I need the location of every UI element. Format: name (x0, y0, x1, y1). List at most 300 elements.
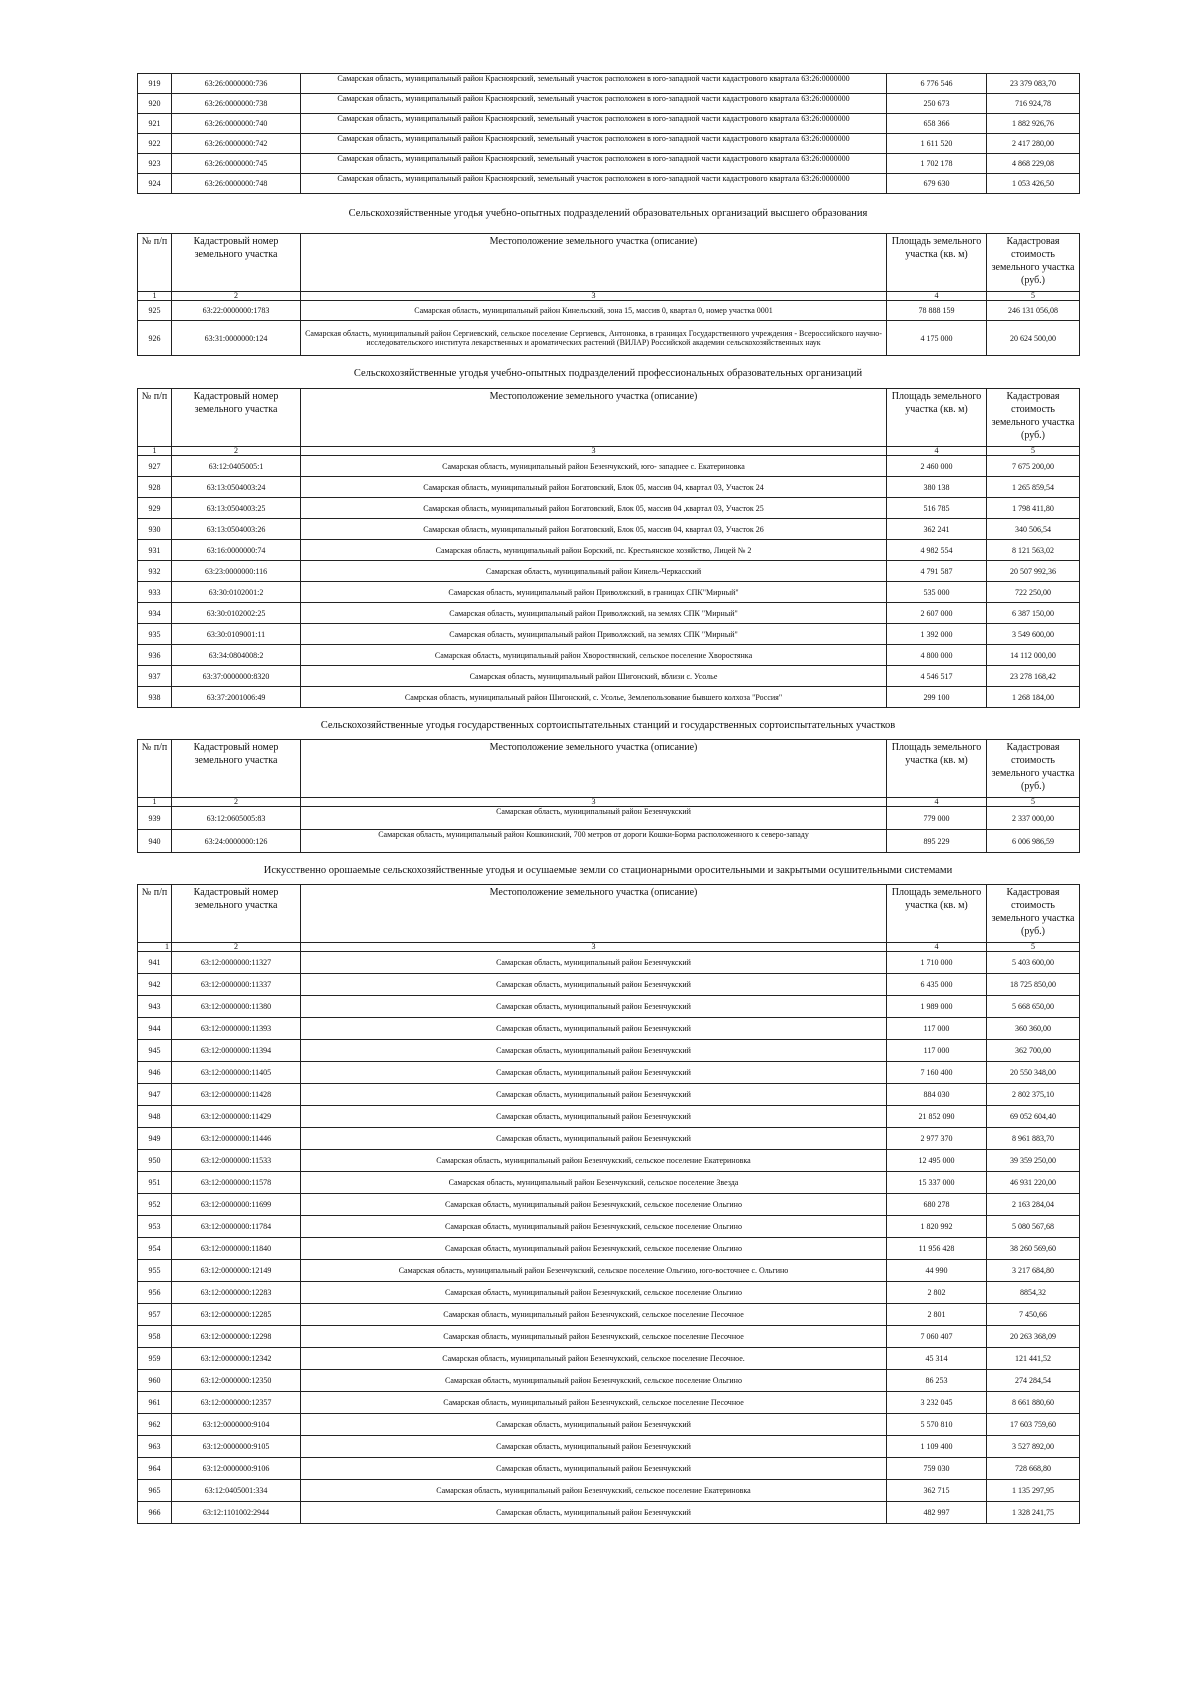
table-row (138, 1040, 1080, 1062)
location-description: Самарская область, муниципальный район Безенчукский, сельское поселение Песочное. (301, 1348, 887, 1370)
row-number: 953 (138, 1216, 172, 1238)
location-description: Самарская область, муниципальный район Безенчукский (301, 807, 887, 830)
row-number: 925 (138, 301, 172, 321)
row-number: 920 (138, 94, 172, 114)
row-number: 951 (138, 1172, 172, 1194)
col-header-cadastral: Кадастровый номер земельного участка (172, 234, 301, 292)
cadastral-number: 63:12:0000000:11699 (172, 1194, 301, 1216)
cadastral-value: 2 802 375,10 (987, 1084, 1080, 1106)
header-row (138, 234, 1080, 292)
row-number: 959 (138, 1348, 172, 1370)
area-value: 6 776 546 (887, 74, 987, 94)
table-row (138, 624, 1080, 645)
location-description: Самарская область, муниципальный район Безенчукский, сельское поселение Ольгино (301, 1194, 887, 1216)
cadastral-value: 360 360,00 (987, 1018, 1080, 1040)
cadastral-value: 722 250,00 (987, 582, 1080, 603)
col-number: 1 (138, 798, 172, 807)
col-header-cadastral: Кадастровый номер земельного участка (172, 885, 301, 943)
col-header-num: № п/п (138, 234, 172, 292)
cadastral-number: 63:13:0504003:25 (172, 498, 301, 519)
col-number: 2 (172, 943, 301, 952)
cadastral-value: 8 121 563,02 (987, 540, 1080, 561)
cadastral-number: 63:12:0000000:12357 (172, 1392, 301, 1414)
area-value: 658 366 (887, 114, 987, 134)
location-description: Самарская область, муниципальный район Безенчукский, сельское поселение Ольгино (301, 1282, 887, 1304)
cadastral-value: 17 603 759,60 (987, 1414, 1080, 1436)
cadastral-number: 63:12:1101002:2944 (172, 1502, 301, 1524)
col-number: 3 (301, 292, 887, 301)
area-value: 1 820 992 (887, 1216, 987, 1238)
location-description: Самарская область, муниципальный район Кошкинский, 700 метров от дороги Кошки-Борма расположенного к северо-западу (301, 830, 887, 853)
location-description: Самарская область, муниципальный район Кинель-Черкасский (301, 561, 887, 582)
row-number: 942 (138, 974, 172, 996)
row-number: 956 (138, 1282, 172, 1304)
row-number: 949 (138, 1128, 172, 1150)
row-number: 947 (138, 1084, 172, 1106)
cadastral-number: 63:12:0605005:83 (172, 807, 301, 830)
table-row (138, 1150, 1080, 1172)
location-description: Самарская область, муниципальный район Безенчукский, сельское поселение Звезда (301, 1172, 887, 1194)
table-body (138, 456, 1080, 708)
cadastral-value: 8 661 880,60 (987, 1392, 1080, 1414)
cadastral-number: 63:26:0000000:738 (172, 94, 301, 114)
table-row (138, 154, 1080, 174)
location-description: Самарская область, муниципальный район Безенчукский (301, 1436, 887, 1458)
location-description: Самарская область, муниципальный район Безенчукский (301, 1128, 887, 1150)
location-description: Самарская область, муниципальный район Безенчукский (301, 1062, 887, 1084)
table-row (138, 996, 1080, 1018)
table-row (138, 1216, 1080, 1238)
table-row (138, 666, 1080, 687)
table-row (138, 456, 1080, 477)
table-row (138, 94, 1080, 114)
row-number: 954 (138, 1238, 172, 1260)
area-value: 21 852 090 (887, 1106, 987, 1128)
table-row (138, 301, 1080, 321)
row-number: 922 (138, 134, 172, 154)
header-row (138, 740, 1080, 798)
cadastral-number: 63:37:2001006:49 (172, 687, 301, 708)
col-number: 1 (138, 943, 172, 952)
col-header-location: Местоположение земельного участка (описание) (301, 234, 887, 292)
column-number-row (138, 943, 1080, 952)
section-title: Сельскохозяйственные угодья учебно-опытных подразделений образовательных организаций высшего образования (348, 208, 868, 219)
cadastral-number: 63:12:0000000:12149 (172, 1260, 301, 1282)
cadastral-number: 63:12:0000000:11393 (172, 1018, 301, 1040)
cadastral-number: 63:12:0405001:334 (172, 1480, 301, 1502)
cadastral-value: 1 265 859,54 (987, 477, 1080, 498)
cadastral-value: 2 417 280,00 (987, 134, 1080, 154)
col-number: 1 (138, 292, 172, 301)
table-row (138, 1128, 1080, 1150)
location-description: Самарская область, муниципальный район Приволжский, на землях СПК "Мирный" (301, 603, 887, 624)
area-value: 779 000 (887, 807, 987, 830)
row-number: 964 (138, 1458, 172, 1480)
col-number: 5 (987, 447, 1080, 456)
area-value: 535 000 (887, 582, 987, 603)
area-value: 1 392 000 (887, 624, 987, 645)
cadastral-number: 63:12:0405005:1 (172, 456, 301, 477)
table-row (138, 603, 1080, 624)
row-number: 941 (138, 952, 172, 974)
col-number: 3 (301, 943, 887, 952)
cadastral-number: 63:12:0000000:11405 (172, 1062, 301, 1084)
location-description: Самарская область, муниципальный район Безенчукский, сельское поселение Ольгино (301, 1238, 887, 1260)
cadastral-number: 63:31:0000000:124 (172, 321, 301, 356)
row-number: 927 (138, 456, 172, 477)
location-description: Самарская область, муниципальный район Богатовский, Блок 05, массив 04, квартал 03, Участок 24 (301, 477, 887, 498)
area-value: 1 611 520 (887, 134, 987, 154)
area-value: 7 060 407 (887, 1326, 987, 1348)
area-value: 78 888 159 (887, 301, 987, 321)
cadastral-value: 8854,32 (987, 1282, 1080, 1304)
location-description: Самарская область, муниципальный район Безенчукский, сельское поселение Песочное (301, 1392, 887, 1414)
land-table-section-1 (137, 233, 1080, 356)
row-number: 923 (138, 154, 172, 174)
col-header-area: Площадь земельного участка (кв. м) (887, 234, 987, 292)
row-number: 940 (138, 830, 172, 853)
row-number: 950 (138, 1150, 172, 1172)
location-description: Самарская область, муниципальный район Безенчукский, юго- западнее с. Екатериновка (301, 456, 887, 477)
col-number: 3 (301, 447, 887, 456)
table-row (138, 974, 1080, 996)
cadastral-value: 69 052 604,40 (987, 1106, 1080, 1128)
table-row (138, 1436, 1080, 1458)
row-number: 926 (138, 321, 172, 356)
row-number: 936 (138, 645, 172, 666)
location-description: Самарская область, муниципальный район Приволжский, в границах СПК"Мирный" (301, 582, 887, 603)
cadastral-number: 63:12:0000000:9106 (172, 1458, 301, 1480)
col-number: 2 (172, 798, 301, 807)
col-header-cadastral: Кадастровый номер земельного участка (172, 740, 301, 798)
col-header-location: Местоположение земельного участка (описание) (301, 740, 887, 798)
area-value: 1 109 400 (887, 1436, 987, 1458)
area-value: 117 000 (887, 1040, 987, 1062)
col-header-area: Площадь земельного участка (кв. м) (887, 389, 987, 447)
table-row (138, 830, 1080, 853)
row-number: 955 (138, 1260, 172, 1282)
cadastral-value: 6 006 986,59 (987, 830, 1080, 853)
area-value: 2 977 370 (887, 1128, 987, 1150)
cadastral-number: 63:30:0102002:25 (172, 603, 301, 624)
cadastral-value: 362 700,00 (987, 1040, 1080, 1062)
area-value: 6 435 000 (887, 974, 987, 996)
cadastral-value: 1 328 241,75 (987, 1502, 1080, 1524)
row-number: 938 (138, 687, 172, 708)
column-number-row (138, 292, 1080, 301)
location-description: Самрская область, муниципальный район Шигонский, с. Усолье, Землепользование бывшего колхоза "Россия" (301, 687, 887, 708)
land-table-section-3 (137, 739, 1080, 853)
area-value: 4 982 554 (887, 540, 987, 561)
cadastral-value: 728 668,80 (987, 1458, 1080, 1480)
table-row (138, 1458, 1080, 1480)
row-number: 930 (138, 519, 172, 540)
table-body (138, 807, 1080, 853)
cadastral-number: 63:13:0504003:24 (172, 477, 301, 498)
table-row (138, 1238, 1080, 1260)
section-title: Сельскохозяйственные угодья учебно-опытных подразделений профессиональных образовательных организаций (353, 368, 863, 379)
table-body (138, 74, 1080, 194)
cadastral-number: 63:12:0000000:12283 (172, 1282, 301, 1304)
area-value: 362 241 (887, 519, 987, 540)
cadastral-number: 63:30:0102001:2 (172, 582, 301, 603)
cadastral-value: 1 882 926,76 (987, 114, 1080, 134)
location-description: Самарская область, муниципальный район Кинельский, зона 15, массив 0, квартал 0, номер участка 0001 (301, 301, 887, 321)
location-description: Самарская область, муниципальный район Красноярский, земельный участок расположен в юго-западной части кадастрового квартала 63:26:0000000 (301, 134, 887, 154)
col-number: 5 (987, 798, 1080, 807)
location-description: Самарская область, муниципальный район Безенчукский, сельское поселение Песочное (301, 1326, 887, 1348)
cadastral-value: 3 527 892,00 (987, 1436, 1080, 1458)
location-description: Самарская область, муниципальный район Безенчукский, сельское поселение Ольгино (301, 1370, 887, 1392)
col-header-value: Кадастровая стоимость земельного участка (руб.) (987, 885, 1080, 943)
table-row (138, 1194, 1080, 1216)
cadastral-value: 2 337 000,00 (987, 807, 1080, 830)
area-value: 5 570 810 (887, 1414, 987, 1436)
area-value: 117 000 (887, 1018, 987, 1040)
cadastral-number: 63:37:0000000:8320 (172, 666, 301, 687)
cadastral-number: 63:12:0000000:11394 (172, 1040, 301, 1062)
area-value: 4 546 517 (887, 666, 987, 687)
cadastral-value: 246 131 056,08 (987, 301, 1080, 321)
row-number: 937 (138, 666, 172, 687)
col-header-value: Кадастровая стоимость земельного участка (руб.) (987, 389, 1080, 447)
location-description: Самарская область, муниципальный район Безенчукский (301, 1414, 887, 1436)
location-description: Самарская область, муниципальный район Безенчукский, сельское поселение Ольгино (301, 1216, 887, 1238)
table-row (138, 519, 1080, 540)
area-value: 299 100 (887, 687, 987, 708)
land-table-continued (137, 73, 1080, 194)
table-row (138, 1062, 1080, 1084)
cadastral-number: 63:12:0000000:11578 (172, 1172, 301, 1194)
cadastral-value: 5 668 650,00 (987, 996, 1080, 1018)
row-number: 934 (138, 603, 172, 624)
col-header-location: Местоположение земельного участка (описание) (301, 389, 887, 447)
location-description: Самарская область, муниципальный район Красноярский, земельный участок расположен в юго-западной части кадастрового квартала 63:26:0000000 (301, 174, 887, 194)
col-number: 4 (887, 447, 987, 456)
location-description: Самарская область, муниципальный район Безенчукский (301, 1502, 887, 1524)
col-number: 4 (887, 292, 987, 301)
cadastral-number: 63:12:0000000:12285 (172, 1304, 301, 1326)
row-number: 963 (138, 1436, 172, 1458)
cadastral-number: 63:30:0109001:11 (172, 624, 301, 645)
cadastral-number: 63:12:0000000:11784 (172, 1216, 301, 1238)
row-number: 962 (138, 1414, 172, 1436)
location-description: Самарская область, муниципальный район Безенчукский (301, 1084, 887, 1106)
table-row (138, 582, 1080, 603)
row-number: 946 (138, 1062, 172, 1084)
table-row (138, 1326, 1080, 1348)
table-row (138, 1502, 1080, 1524)
section-title: Искусственно орошаемые сельскохозяйственные угодья и осушаемые земли со стационарными оросительными и закрытыми осушительными системами (263, 865, 953, 876)
row-number: 948 (138, 1106, 172, 1128)
cadastral-number: 63:12:0000000:12298 (172, 1326, 301, 1348)
col-number: 2 (172, 292, 301, 301)
area-value: 4 800 000 (887, 645, 987, 666)
col-header-location: Местоположение земельного участка (описание) (301, 885, 887, 943)
area-value: 516 785 (887, 498, 987, 519)
cadastral-number: 63:12:0000000:11327 (172, 952, 301, 974)
area-value: 2 802 (887, 1282, 987, 1304)
location-description: Самарская область, муниципальный район Шигонский, вблизи с. Усолье (301, 666, 887, 687)
location-description: Самарская область, муниципальный район Безенчукский (301, 974, 887, 996)
row-number: 960 (138, 1370, 172, 1392)
table-row (138, 807, 1080, 830)
area-value: 895 229 (887, 830, 987, 853)
table-row (138, 1018, 1080, 1040)
cadastral-number: 63:12:0000000:11533 (172, 1150, 301, 1172)
cadastral-number: 63:12:0000000:12350 (172, 1370, 301, 1392)
cadastral-value: 340 506,54 (987, 519, 1080, 540)
cadastral-value: 38 260 569,60 (987, 1238, 1080, 1260)
col-header-value: Кадастровая стоимость земельного участка (руб.) (987, 740, 1080, 798)
col-number: 3 (301, 798, 887, 807)
area-value: 45 314 (887, 1348, 987, 1370)
header-row (138, 389, 1080, 447)
row-number: 945 (138, 1040, 172, 1062)
row-number: 919 (138, 74, 172, 94)
area-value: 44 990 (887, 1260, 987, 1282)
table-row (138, 1084, 1080, 1106)
row-number: 943 (138, 996, 172, 1018)
row-number: 939 (138, 807, 172, 830)
cadastral-value: 3 549 600,00 (987, 624, 1080, 645)
area-value: 1 989 000 (887, 996, 987, 1018)
table-row (138, 174, 1080, 194)
cadastral-value: 5 403 600,00 (987, 952, 1080, 974)
cadastral-number: 63:24:0000000:126 (172, 830, 301, 853)
area-value: 12 495 000 (887, 1150, 987, 1172)
cadastral-value: 121 441,52 (987, 1348, 1080, 1370)
cadastral-number: 63:26:0000000:742 (172, 134, 301, 154)
table-row (138, 561, 1080, 582)
column-number-row (138, 447, 1080, 456)
area-value: 86 253 (887, 1370, 987, 1392)
row-number: 965 (138, 1480, 172, 1502)
row-number: 932 (138, 561, 172, 582)
table-row (138, 1106, 1080, 1128)
row-number: 924 (138, 174, 172, 194)
location-description: Самарская область, муниципальный район Безенчукский (301, 952, 887, 974)
cadastral-value: 20 263 368,09 (987, 1326, 1080, 1348)
cadastral-number: 63:12:0000000:9104 (172, 1414, 301, 1436)
cadastral-number: 63:26:0000000:748 (172, 174, 301, 194)
col-header-area: Площадь земельного участка (кв. м) (887, 740, 987, 798)
location-description: Самарская область, муниципальный район Безенчукский, сельское поселение Екатериновка (301, 1480, 887, 1502)
cadastral-number: 63:34:0804008:2 (172, 645, 301, 666)
table-row (138, 952, 1080, 974)
cadastral-value: 4 868 229,08 (987, 154, 1080, 174)
cadastral-value: 1 798 411,80 (987, 498, 1080, 519)
table-row (138, 134, 1080, 154)
cadastral-value: 46 931 220,00 (987, 1172, 1080, 1194)
cadastral-number: 63:12:0000000:11380 (172, 996, 301, 1018)
table-row (138, 1414, 1080, 1436)
table-row (138, 540, 1080, 561)
cadastral-value: 5 080 567,68 (987, 1216, 1080, 1238)
cadastral-value: 20 550 348,00 (987, 1062, 1080, 1084)
column-number-row (138, 798, 1080, 807)
area-value: 362 715 (887, 1480, 987, 1502)
col-header-area: Площадь земельного участка (кв. м) (887, 885, 987, 943)
row-number: 929 (138, 498, 172, 519)
cadastral-number: 63:12:0000000:9105 (172, 1436, 301, 1458)
cadastral-value: 7 675 200,00 (987, 456, 1080, 477)
area-value: 1 710 000 (887, 952, 987, 974)
cadastral-value: 7 450,66 (987, 1304, 1080, 1326)
location-description: Самарская область, муниципальный район Красноярский, земельный участок расположен в юго-западной части кадастрового квартала 63:26:0000000 (301, 114, 887, 134)
location-description: Самарская область, муниципальный район Красноярский, земельный участок расположен в юго-западной части кадастрового квартала 63:26:0000000 (301, 94, 887, 114)
area-value: 11 956 428 (887, 1238, 987, 1260)
area-value: 7 160 400 (887, 1062, 987, 1084)
area-value: 1 702 178 (887, 154, 987, 174)
area-value: 4 791 587 (887, 561, 987, 582)
cadastral-number: 63:12:0000000:11429 (172, 1106, 301, 1128)
table-row (138, 74, 1080, 94)
row-number: 958 (138, 1326, 172, 1348)
area-value: 759 030 (887, 1458, 987, 1480)
land-table-section-4 (137, 884, 1080, 1524)
col-number: 4 (887, 798, 987, 807)
cadastral-number: 63:12:0000000:11840 (172, 1238, 301, 1260)
area-value: 380 138 (887, 477, 987, 498)
table-row (138, 1370, 1080, 1392)
table-row (138, 1260, 1080, 1282)
table-row (138, 687, 1080, 708)
location-description: Самарская область, муниципальный район Безенчукский (301, 996, 887, 1018)
cadastral-number: 63:12:0000000:11446 (172, 1128, 301, 1150)
location-description: Самарская область, муниципальный район Безенчукский (301, 1106, 887, 1128)
area-value: 680 278 (887, 1194, 987, 1216)
location-description: Самарская область, муниципальный район Безенчукский (301, 1458, 887, 1480)
document-page (137, 73, 1079, 1524)
area-value: 4 175 000 (887, 321, 987, 356)
col-header-cadastral: Кадастровый номер земельного участка (172, 389, 301, 447)
col-number: 1 (138, 447, 172, 456)
row-number: 966 (138, 1502, 172, 1524)
row-number: 957 (138, 1304, 172, 1326)
area-value: 2 607 000 (887, 603, 987, 624)
col-header-value: Кадастровая стоимость земельного участка (руб.) (987, 234, 1080, 292)
table-row (138, 1392, 1080, 1414)
cadastral-value: 14 112 000,00 (987, 645, 1080, 666)
cadastral-value: 39 359 250,00 (987, 1150, 1080, 1172)
location-description: Самарская область, муниципальный район Богатовский, Блок 05, массив 04, квартал 03, Участок 26 (301, 519, 887, 540)
table-row (138, 114, 1080, 134)
location-description: Самарская область, муниципальный район Приволжский, на землях СПК "Мирный" (301, 624, 887, 645)
cadastral-value: 23 379 083,70 (987, 74, 1080, 94)
location-description: Самарская область, муниципальный район Безенчукский, сельское поселение Екатериновка (301, 1150, 887, 1172)
cadastral-value: 20 507 992,36 (987, 561, 1080, 582)
row-number: 933 (138, 582, 172, 603)
table-row (138, 321, 1080, 356)
location-description: Самарская область, муниципальный район Безенчукский (301, 1040, 887, 1062)
location-description: Самарская область, муниципальный район Сергиевский, сельское поселение Сергиевск, Антоновка, в границах Государственного учреждения - Всероссийского научно-исследовательского института лекарственных и ароматических растений (ВИЛАР) Российской академии сельскохозяйственных наук (301, 321, 887, 356)
row-number: 961 (138, 1392, 172, 1414)
cadastral-value: 1 053 426,50 (987, 174, 1080, 194)
area-value: 482 997 (887, 1502, 987, 1524)
cadastral-value: 18 725 850,00 (987, 974, 1080, 996)
cadastral-number: 63:23:0000000:116 (172, 561, 301, 582)
col-header-num: № п/п (138, 885, 172, 943)
location-description: Самарская область, муниципальный район Хворостянский, сельское поселение Хворостянка (301, 645, 887, 666)
cadastral-number: 63:26:0000000:745 (172, 154, 301, 174)
cadastral-number: 63:12:0000000:12342 (172, 1348, 301, 1370)
cadastral-number: 63:13:0504003:26 (172, 519, 301, 540)
cadastral-value: 716 924,78 (987, 94, 1080, 114)
cadastral-value: 2 163 284,04 (987, 1194, 1080, 1216)
cadastral-value: 3 217 684,80 (987, 1260, 1080, 1282)
table-row (138, 1282, 1080, 1304)
